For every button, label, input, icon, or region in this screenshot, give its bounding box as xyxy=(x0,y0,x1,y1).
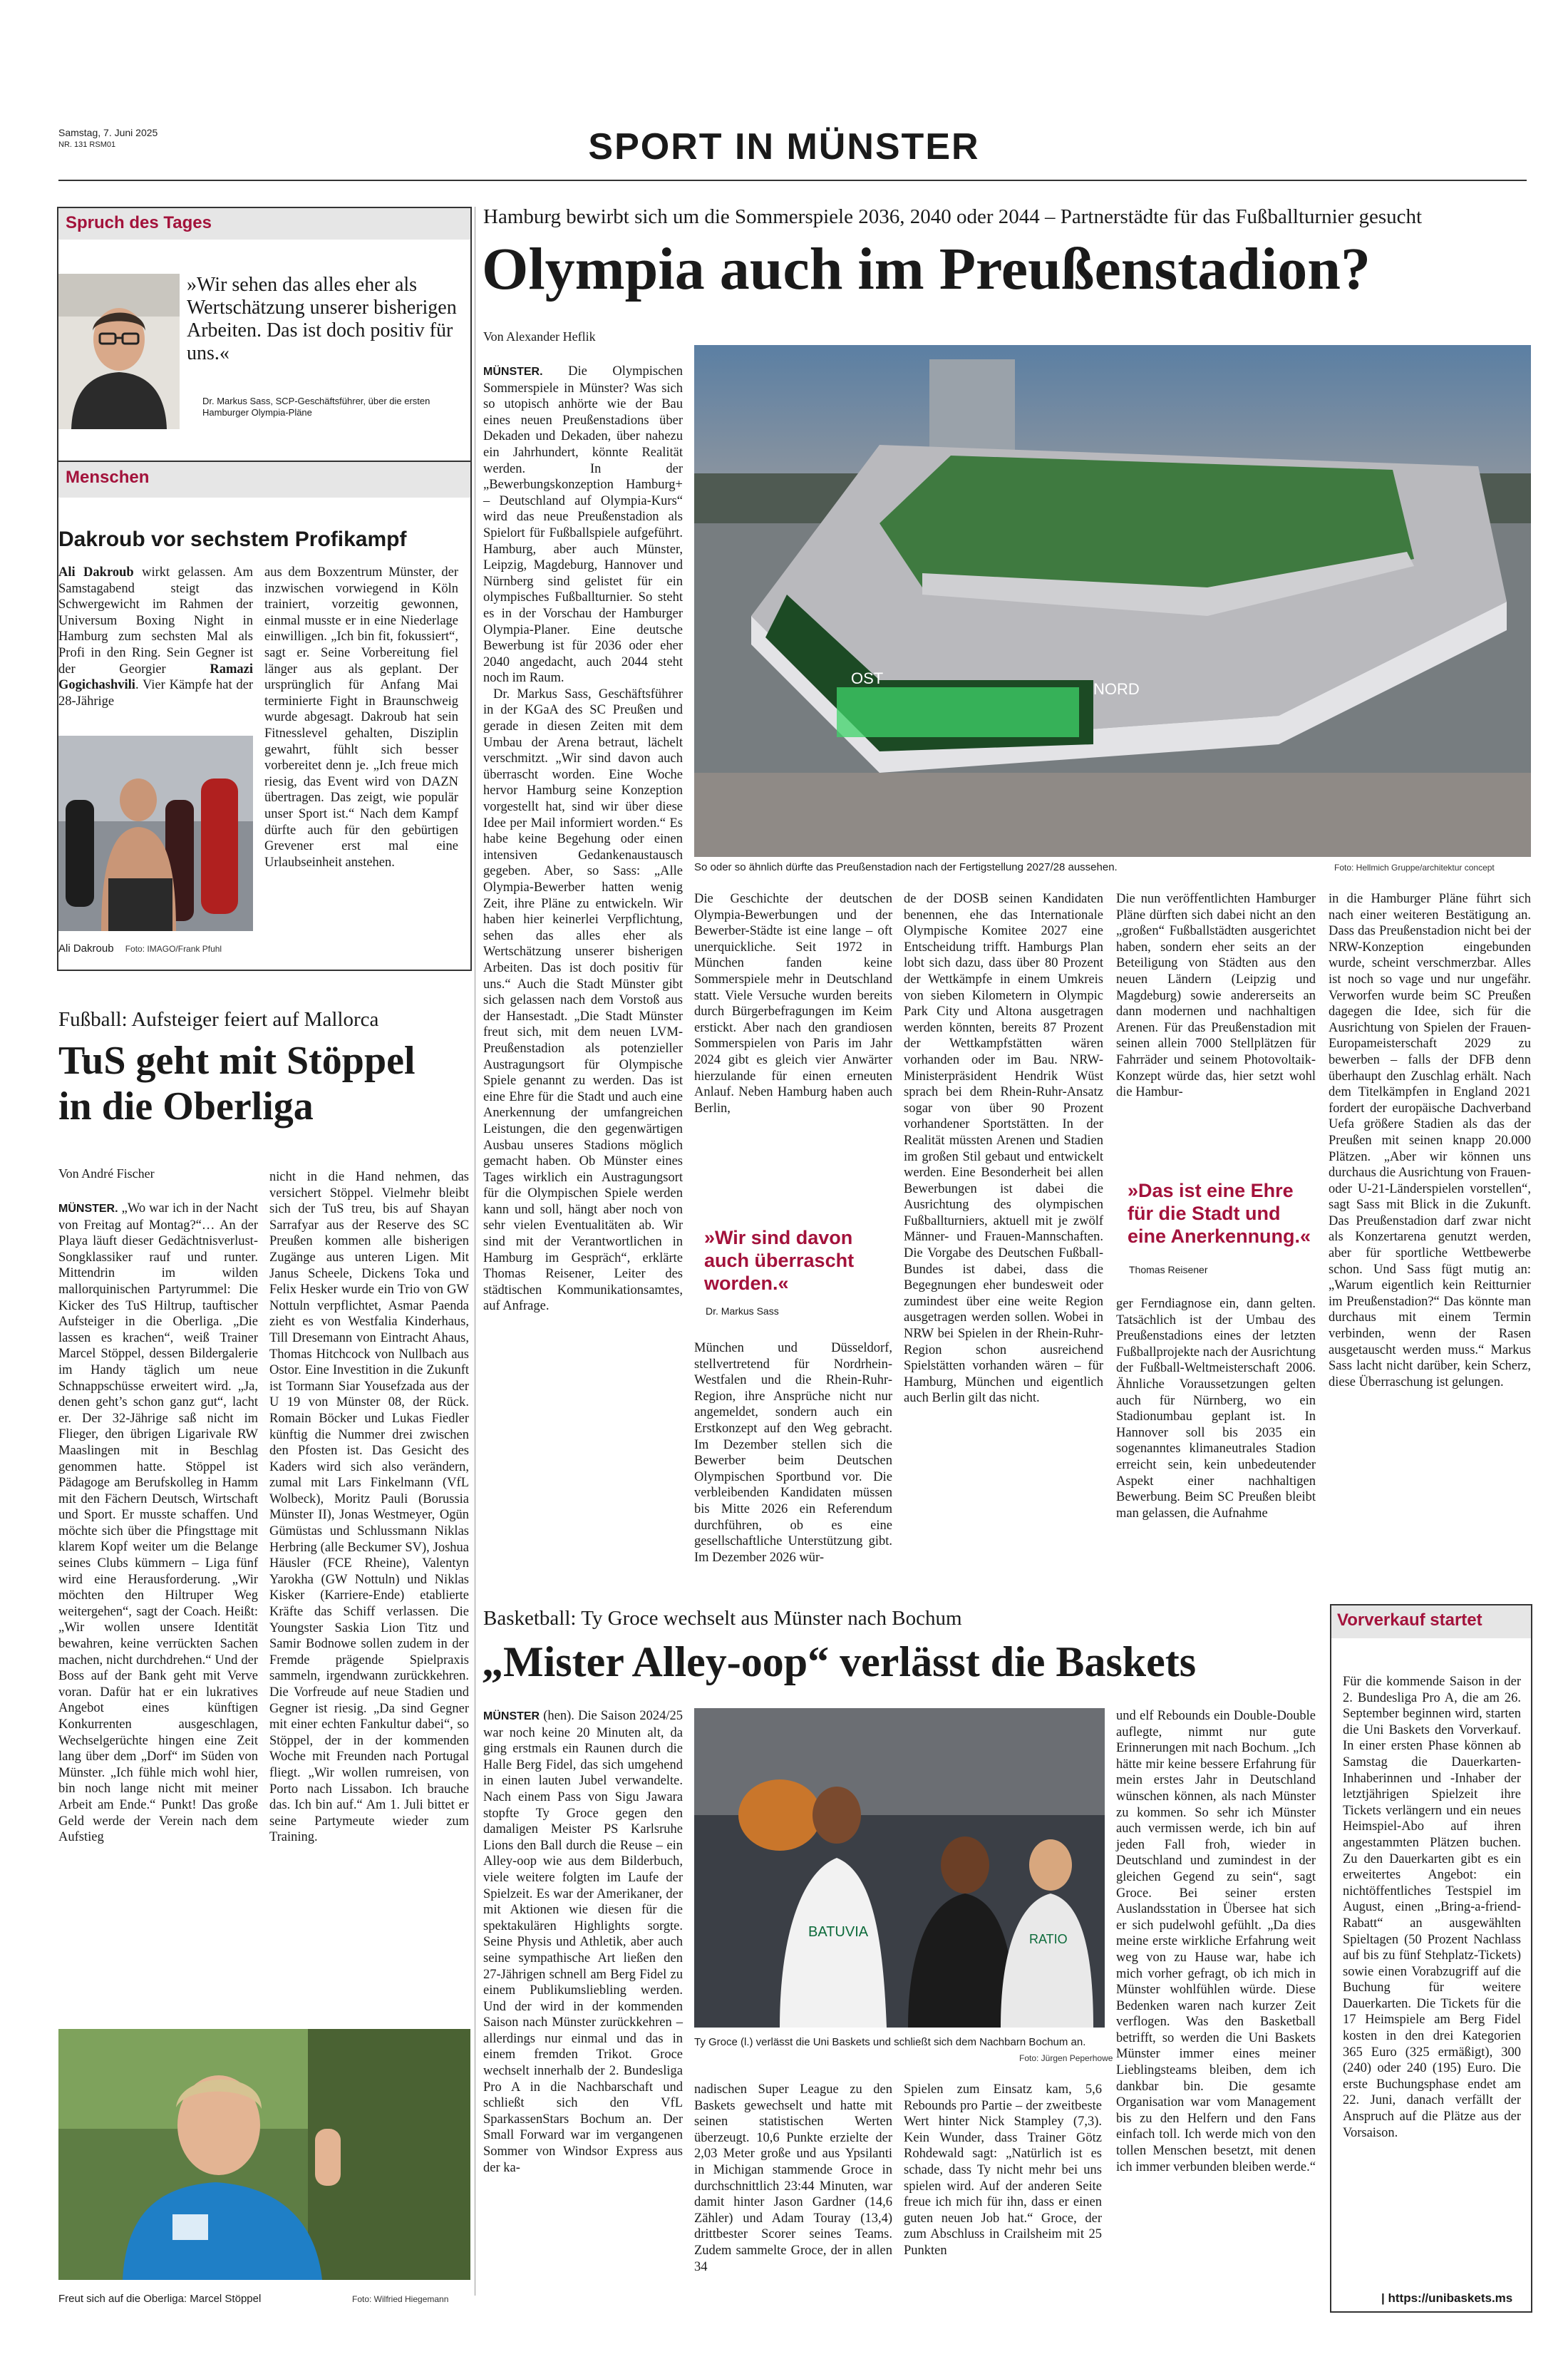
stoeppel-credit: Foto: Wilfried Hiegemann xyxy=(352,2294,449,2304)
menschen-opponent: Ramazi Gogichashvili xyxy=(58,662,253,693)
olympia-dateline: MÜNSTER. xyxy=(483,366,543,378)
olympia-intro: Die Olympischen Sommerspiele in Münster? Was sich so utopisch anhörte wie der Bau eines neuen Preußenstadions über Dekaden und Dekaden, über nahezu ein Jahrhundert, könnte Realität werden. In der „Bewerbungskonzeption Hamburg+ – Deutschland auf Olympia-Kurs“ wird das neue Preußenstadion als Spielort für Fußballspiele aufgeführt. Hamburg, aber auch Münster, Leipzig, Magdeburg, Hannover und Nürnberg sind gelistet für ein olympisches Fußballturnier. So steht es in der Vorschau der Hamburger Olympia-Planer. Eine deutsche Bewerbung ist für 2036 oder eher 2040 angedacht, auch 2044 steht noch im Raum. xyxy=(483,364,683,686)
dakroub-photo xyxy=(58,736,253,931)
olympia-col-b2 xyxy=(694,1340,892,1566)
baskets-col3 xyxy=(904,2082,1102,2259)
vorverkauf-title: Vorverkauf startet xyxy=(1337,1610,1482,1630)
menschen-lead-name: Ali Dakroub xyxy=(58,565,134,580)
menschen-title: Menschen xyxy=(66,468,150,487)
stoeppel-photo xyxy=(58,2029,470,2280)
olympia-quote1-source: Dr. Markus Sass xyxy=(706,1305,779,1317)
menschen-headline: Dakroub vor sechstem Profikampf xyxy=(58,528,407,551)
vorverkauf-url[interactable]: https://unibaskets.ms xyxy=(1388,2291,1513,2305)
vorverkauf-text xyxy=(1343,1674,1521,2141)
olympia-col-a xyxy=(483,364,683,1315)
tus-headline-line1: TuS geht mit Stöppel xyxy=(58,1039,416,1083)
header-rule xyxy=(58,180,1527,181)
spruch-quote: »Wir sehen das alles eher als Wertschätzung unserer bisherigen Arbeiten. Das ist doch positiv für uns.« xyxy=(187,274,457,364)
tus-col2-text: nicht in die Hand nehmen, das versichert Stöppel. Vielmehr bleibt sich der TuS treu, bis auf Shayan Sarrafyar aus der Reserve des SC Preußen kommen alle bisherigen Zugänge aus unteren Ligen. Mit Janus Scheele, Dickens Toka und Felix Hesker wurde ein Trio von GW Nottuln verpflichtet, Asmar Paenda zieht es von Westfalia Kinderhaus, Till Dresemann von Eintracht Ahaus, Thomas Hitchcock von Nullbach aus Ostor. Eine Investition in die Zukunft ist Tormann Siar Yousefzada aus der U 19 von Münster 08, der Rück. Romain Böcker und Lukas Fiedler künftig die Nummer drei zwischen den Pfosten ist. Das Gesicht des Kaders wird sich also verändern, zumal mit Lars Finkelmann (VfL Wolbeck), Moritz Pauli (Borussia Münster II), Jonas Westmeyer, Ogün Gümüstas und Schlussmann Niklas Herbring (alle Beckumer SV), Joshua Häusler (FCE Rheine), Valentyn Yarokha (GW Nottuln) und Niklas Kisker (Karriere-Ende) etablierte Kräfte das Schiff verlassen. Die Youngster Saskia Lion Titz und Samir Bodnowe sollen zudem in der Fremde prägende Spielpraxis sammeln, irgendwann zurückkehren. Die Vorfreude auf neue Stadien und Gegner ist riesig. „Da sind Gegner mit einer echten Fankultur dabei“, so Stöppel, der in der kommenden Woche mit Freunden nach Portugal fliegt. „Wir wollen rumreisen, von Porto nach Lissabon. Ich brauche das. Ich bin auf.“ Am 1. Juli bittet er seine Partymeute wieder zum Training. xyxy=(269,1170,469,1845)
olympia-col-d xyxy=(1116,891,1316,1101)
tus-dateline: MÜNSTER. xyxy=(58,1203,118,1215)
olympia-col-d-text: Die nun veröffentlichten Hamburger Pläne dürften sich dabei nicht an den „großen“ Fußballstädten ausgerichtet haben, sondern eher seits an der Beteiligung von Städten aus den neuen Ländern (Leipzig und Magdeburg) sowie andererseits an dann modernen und nachhaltigen Arenen. Für das Preußenstadion mit seinen allein 7000 Stellplätzen für Fahrräder und seinem Photovoltaik-Konzept würde das, hier setzt wohl die Hambur- xyxy=(1116,892,1316,1100)
stadium-label-nord: NORD xyxy=(1093,680,1140,698)
baskets-col4 xyxy=(1116,1708,1316,2175)
vorverkauf-url-row xyxy=(1381,2291,1512,2306)
olympia-col-d2-text: ger Ferndiagnose ein, dann gelten. Tatsächlich ist der Umbau des Preußenstadions eines der letzten Fußballprojekte nach der Ausrichtung der Fußball-Weltmeisterschaft 2006. Ähnliche Voraussetzungen gelten auch für Nürnberg, wo ein Stadionumbau geplant ist. In Hannover soll bis 2035 ein sogenanntes klimaneutrales Stadion erreicht sein, kein unbedeutender Aspekt einer nachhaltigen Bewerbung. Beim SC Preußen bleibt man gelassen, die Aufnahme xyxy=(1116,1297,1316,1521)
menschen-col1-end: . Vier Kämpfe hat der 28-Jährige xyxy=(58,678,253,709)
olympia-col-e xyxy=(1329,891,1531,1390)
groce-caption: Ty Groce (l.) verlässt die Uni Baskets und schließt sich dem Nachbarn Bochum an. xyxy=(694,2036,1086,2048)
tus-headline xyxy=(58,1038,416,1129)
menschen-col2-text: aus dem Boxzentrum Münster, der inzwischen vorwiegend in Köln trainiert, vorzeitig gewonnen, einmal musste er in eine Niederlage einwilligen. „Ich bin fit, fokussiert“, sagt er. Seine Vorbereitung fiel länger aus als geplant. Der ursprünglich für Anfang Mai terminierte Fight in Braunschweig wurde abgesagt. Dakroub hat sein Fitnesslevel gehalten, Disziplin gewahrt, fühlt sich besser vorbereitet denn je. „Ich freue mich riesig, das Event wird von DAZN übertragen. Das zeigt, wie populär unser Sport ist.“ Nach dem Kampf dürfte auch für den gebürtigen Grevener erst mal eine Urlaubseinheit anstehen. xyxy=(264,565,458,870)
olympia-kicker: Hamburg bewirbt sich um die Sommerspiele 2036, 2040 oder 2044 – Partnerstädte für das Fußballturnier gesucht xyxy=(483,205,1423,228)
olympia-col-d2 xyxy=(1116,1296,1316,1521)
spruch-portrait xyxy=(58,274,180,429)
vorverkauf-url-bar: | xyxy=(1381,2291,1388,2305)
olympia-col-a2: Dr. Markus Sass, Geschäftsführer in der KGaA des SC Preußen und gerade in diesen Zeiten mit dem Umbau der Arena betraut, lächelt verschmitzt. „Wir sind davon auch überrascht worden. Eine Woche hervor Hamburg seine Konzeption vorgestellt hat, sind wir über diese Idee per Mail informiert worden.“ Es habe keine Begehung oder einen intensiven Gedankenaustausch gegeben. Aber, so Sass: „Alle Olympia-Bewerber hatten wenig Zeit, ihre Pläne zu entwickeln. Wir haben hier keinerlei Verpflichtung, sehen das alles eher als Wertschätzung unserer bisherigen Arbeiten. Das ist doch positiv für uns.“ Auch die Stadt Münster gibt sich gelassen nach dem Vorstoß aus der Hansestadt. „Die Stadt Münster freut sich, mit dem neuen LVM-Preußenstadion als potenzieller Austragungsort für Olympische Spiele genannt zu werden. Das ist eine Ehre für die Stadt und auch eine Anerkennung der umfangreichen Leistungen, die den gegenwärtigen Ausbau unseres Stadions möglich gemacht haben. Ob Münster eines Tages wirklich ein Austragungsort für die Olympischen Spiele werden kann und soll, hängt aber noch von sehr vielen Eventualitäten ab. Wir sind mit der Verantwortlichen in Hamburg im Gespräch“, erklärte Thomas Reisener, Leiter des städtischen Kommunikationsamtes, auf Anfrage. xyxy=(483,687,683,1314)
olympia-quote2-source: Thomas Reisener xyxy=(1129,1264,1208,1275)
dakroub-caption xyxy=(58,942,258,955)
olympia-col-b-text: Die Geschichte der deutschen Olympia-Bewerbungen und der Bewerber-Städte ist eine lange – oft unerquickliche. Seit 1972 in München fanden keine Sommerspiele mehr in Deutschland statt. Viele Versuche wurden bereits durch Bürgerbefragungen im Keim erstickt. Aber nach den grandiosen Sommerspielen von Paris im Jahr 2024 gibt es gleich vier Anwärter hierzulande für einen erneuten Anlauf. Neben Hamburg haben auch Berlin, xyxy=(694,892,892,1116)
groce-photo xyxy=(694,1708,1105,2028)
olympia-col-e-text: in die Hamburger Pläne führt sich nach einer weiteren Bestätigung an. Dass das Preußenstadion nicht bei der NRW-Konzeption eingebunden wurde, scheint verschmerzbar. Alles ist noch so vage und nur ungefähr. Verworfen wurde beim SC Preußen dagegen die Idee, sich für die Ausrichtung von Spielen der Frauen-Europameisterschaft 2029 zu bewerben – falls der DFB denn überhaupt den Zuschlag erhält. Nach dem Titelkämpfen in England 2021 fordert der europäische Dachverband Uefa größere Stadien als das der Preußen mit seinen knapp 20.000 Plätzen. „Aber wir können uns durchaus die Ausrichtung von Frauen- oder U-21-Länderspielen vorstellen“, sagt Sass mit Blick in die Zukunft. Das Preußenstadion darf zwar nicht als Konzertarena genutzt werden, aber für sportliche Wettbewerbe schon. Und Sass fügt mutig an: „Warum eigentlich kein Reitturnier im Preußenstadion?“ Das könnte man durchaus mit einem Termin verbinden, wenn der Rasen ausgetauscht werden muss.“ Markus Sass lacht nicht darüber, kein Scherz, diese Überraschung ist gelungen. xyxy=(1329,892,1531,1389)
baskets-col3-text: Spielen zum Einsatz kam, 5,6 Rebounds pro Partie – der zweitbeste Wert hinter Nick Stampley (7,3). Kein Wunder, dass Trainer Götz Rohdewald sagt: „Natürlich ist es schade, dass Ty nicht mehr bei uns spielen wird. Auf der anderen Seite freue ich mich für ihn, dass er einen guten neuen Job hat.“ Groce, der zum Abschluss in Crailsheim mit 25 Punkten xyxy=(904,2082,1102,2258)
menschen-col1 xyxy=(58,565,253,709)
olympia-col-c-text: de der DOSB seinen Kandidaten benennen, ehe das Internationale Olympische Komitee 2027 eine Entscheidung trifft. Hamburgs Plan lobt sich dazu, dass über 80 Prozent der Wettkämpfe in einem Umkreis von sieben Kilometern in Olympic Park City und Altona ausgetragen werden könnten, bereits 87 Prozent der Wettkampfstätten wären vorhanden oder im Bau. NRW-Ministerpräsident Hendrik Wüst sprach bei dem Rhein-Ruhr-Ansatz sogar von über 90 Prozent vorhandener Sportstätten. In der Realität müssten Arenen und Stadien im großen Stil gebaut und entwickelt werden. Eine Besonderheit bei allen Bewerbungen ist dabei die Ausrichtung des olympischen Fußballturniers, aktuell mit je zwölf Männer- und Frauen-Mannschaften. Die Vorgabe des Deutschen Fußball-Bundes ist dabei, dass die Begegnungen eher bundesweit oder zumindest über eine weite Region ausgetragen werden sollen. Wobei in NRW bei Spielen in der Rhein-Ruhr-Region schon ausreichend Spielstätten vorhanden wären – für Hamburg, München und eigentlich auch Berlin gilt das nicht. xyxy=(904,892,1103,1406)
bochum-jersey-text: RATIO xyxy=(1029,1932,1068,1946)
stadium-credit: Foto: Hellmich Gruppe/architektur concept xyxy=(1334,863,1495,873)
baskets-col4-text: und elf Rebounds ein Double-Double auflegte, nimmt nur gute Erinnerungen mit nach Bochum. „Ich hätte mir keine bessere Erfahrung für mein erstes Jahr in Deutschland wünschen können, als nach Münster zu kommen. So sehr ich Münster auch vermissen werde, ich bin auf jeden Fall froh, wieder in Deutschland und zumindest in der gleichen Gegend zu sein“, sagt Groce. Bei seiner ersten Auslandsstation in Übersee hat sich er sich pudelwohl gefühlt. „Da dies meine erste wirkliche Erfahrung weit weg von zu Hause war, habe ich mich vorher gefragt, ob ich mich in Münster wohlfühlen würde. Diese Bedenken waren nach kurzer Zeit verflogen. Was den Basketball betrifft, so werden die Uni Baskets Münster immer eines meiner Lieblingsteams bleiben, dem ich dankbar bin. Die gesamte Organisation war vom Management bis zu den Helfern und den Fans einfach toll. Ich werde mich von den tollen Menschen besetzt, mit denen ich immer verbunden bleiben werde.“ xyxy=(1116,1709,1316,2174)
baskets-col2-text: nadischen Super League zu den Baskets gewechselt und hatte mit seinen statistischen Werten überzeugt. 10,6 Punkte erzielte der 2,03 Meter große und aus Ypsilanti in Michigan stammende Groce in durchschnittlich 23:44 Minuten, war damit hinter Jason Gardner (14,6 Zähler) und Adam Touray (13,4) drittbester Scorer seines Teams. Zudem sammelte Groce, der in allen 34 xyxy=(694,2082,892,2274)
stadium-photo xyxy=(694,345,1531,857)
dakroub-credit: Foto: IMAGO/Frank Pfuhl xyxy=(125,944,222,954)
issue-edition: NR. 131 RSM01 xyxy=(58,140,116,149)
olympia-col-b2-text: München und Düsseldorf, stellvertretend für Nordrhein-Westfalen und die Rhein-Ruhr-Region, ihre Ansprüche nicht nur angemeldet, sondern auch ein Erstkonzept auf den Weg gebracht. Im Dezember stellen sich die Bewerber beim Deutschen Olympischen Sportbund vor. Die verbleibenden Kandidaten müssen bis Mitte 2026 ein Referendum durchführen, ob es eine gesellschaftliche Unterstützung gibt. Im Dezember 2026 wür- xyxy=(694,1341,892,1565)
tus-col1 xyxy=(58,1201,258,1846)
groce-credit: Foto: Jürgen Peperhowe xyxy=(1019,2053,1113,2063)
tus-col1-text: „Wo war ich in der Nacht von Freitag auf Montag?“… An der Playa läuft dieser Gedächtnisverlust-Songklassiker rauf und runter. Mittendrin im wilden mallorquinischen Partyrummel: Die Kicker des TuS Hiltrup, tauftischer Aufsteiger in die Oberliga. „Die lassen es krachen“, weiß Trainer Marcel Stöppel, dessen Bildergalerie im Handy täglich um neue Schnappschüsse erweitert wird. „Ja, denen geht’s schon ganz gut“, lacht er. Der 32-Jährige saß nicht im Flieger, den übrigen Ligarivale RW Maaslingen mit in Beschlag genommen hatte. Stöppel ist Pädagoge am Berufskolleg in Hamm mit den Fächern Deutsch, Wirtschaft und Sport. Er musste schaffen. Und möchte sich über die Pfingsttage mit klarem Kopf weiter um die Belange seines Clubs kümmern – Liga fünf wird eine Herausforderung. „Wir möchten den Hiltruper Weg weitergehen“, sagt der Coach. Heißt: „Wir wollen unsere Identität bewahren, keine verrückten Sachen machen, nicht durchdrehen.“ Und der Boss auf der Bank geht mit Verve voran. Dafür hat er ein lukratives Angebot eines künftigen Konkurrenten ausgeschlagen, Wechselgerüchte hingen eine Zeit lang über dem „Dorf“ im Süden von Münster. „Ich fühle mich wohl hier, bin noch lange nicht mit meiner Arbeit am Ende.“ Punkt! Das große Geld werde der Verein nach dem Aufstieg xyxy=(58,1201,258,1845)
baskets-col1-text: Die Saison 2024/25 war noch keine 20 Minuten alt, da ging erstmals ein Raunen durch die Halle Berg Fidel, das sich umgehend in einen lauten Jubel verwandelte. Nach einem Pass von Sigu Jawara stopfte Ty Groce gegen den damaligen Meister PS Karlsruhe Lions den Ball durch die Reuse – ein Alley-oop wie aus dem Bilderbuch, viele weitere folgten im Laufe der Spielzeit. Es war der Amerikaner, der mit Aktionen wie diesen für die spektakulären Highlights sorgte. Seine Physis und Athletik, aber auch seine sympathische Art ließen den 27-Jährigen schnell am Berg Fidel zu einem Publikumsliebling werden. Und der wird in der kommenden Saison nach Münster zurückkehren – allerdings nur einmal und das in einem fremden Trikot. Groce wechselt innerhalb der 2. Bundesliga Pro A in die Nachbarschaft und schließt sich den VfL SparkassenStars Bochum an. Der Small Forward war im vergangenen Sommer von Windsor Express aus der ka- xyxy=(483,1709,683,2175)
olympia-quote1: »Wir sind davon auch überrascht worden.« xyxy=(704,1227,855,1294)
vorverkauf-body: Für die kommende Saison in der 2. Bundesliga Pro A, die am 26. September beginnen wird, starten die Uni Baskets den Vorverkauf. In einer ersten Phase können ab Samstag die Dauerkarten-Inhaberinnen und -Inhaber der letztjährigen Spielzeit ihre Tickets verlängern und ein neues Heimspiel-Abo auf ihren angestammten Plätzen buchen. Zu den Dauerkarten gibt es ein erweitertes Angebot: ein nichtöffentliches Testspiel im August, einen „Bring-a-friend-Rabatt“ an ausgewählten Spieltagen (50 Prozent Nachlass auf bis zu fünf Stehplatz-Tickets) sowie einen Vorabzugriff auf die Buchung für weitere Dauerkarten. Die Tickets für die 17 Heimspiele am Berg Fidel kosten in den drei Kategorien 365 Euro (325 ermäßigt), 300 (240) oder 240 (195) Euro. Die erste Buchungsphase endet am 22. Juni, danach verfällt der Anspruch auf die Plätze aus der Vorsaison. xyxy=(1343,1675,1521,2140)
stadium-caption: So oder so ähnlich dürfte das Preußenstadion nach der Fertigstellung 2027/28 aussehen. xyxy=(694,861,1118,873)
olympia-headline: Olympia auch im Preußenstadion? xyxy=(482,236,1371,302)
olympia-col-c xyxy=(904,891,1103,1407)
olympia-byline: Von Alexander Heflik xyxy=(483,329,596,344)
tus-kicker: Fußball: Aufsteiger feiert auf Mallorca xyxy=(58,1008,379,1031)
stadium-label-ost: OST xyxy=(851,669,884,687)
baskets-kicker: Basketball: Ty Groce wechselt aus Münster nach Bochum xyxy=(483,1607,962,1630)
baskets-col2 xyxy=(694,2082,892,2275)
groce-jersey-text: BATUVIA xyxy=(808,1924,869,1940)
section-title: SPORT IN MÜNSTER xyxy=(588,126,980,168)
spruch-source: Dr. Markus Sass, SCP-Geschäftsführer, über die ersten Hamburger Olympia-Pläne xyxy=(202,396,430,418)
menschen-col2 xyxy=(264,565,458,870)
issue-date: Samstag, 7. Juni 2025 xyxy=(58,127,158,138)
spruch-title: Spruch des Tages xyxy=(66,213,212,232)
baskets-author: (hen). xyxy=(540,1709,574,1723)
baskets-dateline: MÜNSTER xyxy=(483,1710,540,1722)
tus-headline-line2: in die Oberliga xyxy=(58,1084,314,1129)
baskets-col1 xyxy=(483,1708,683,2176)
tus-col2 xyxy=(269,1169,469,1846)
tus-byline: Von André Fischer xyxy=(58,1166,155,1181)
baskets-headline: „Mister Alley-oop“ verlässt die Baskets xyxy=(482,1638,1197,1685)
olympia-quote2: »Das ist eine Ehre für die Stadt und eine Anerkennung.« xyxy=(1128,1180,1311,1247)
dakroub-caption-text: Ali Dakroub xyxy=(58,942,114,955)
olympia-col-b xyxy=(694,891,892,1116)
menschen-col1-text: wirkt gelassen. Am Samstagabend steigt das Schwergewicht im Rahmen der Universum Boxing Night in Hamburg zum sechsten Mal als Profi in den Ring. Sein Gegner ist der Georgier xyxy=(58,565,254,677)
stoeppel-caption: Freut sich auf die Oberliga: Marcel Stöppel xyxy=(58,2293,262,2305)
